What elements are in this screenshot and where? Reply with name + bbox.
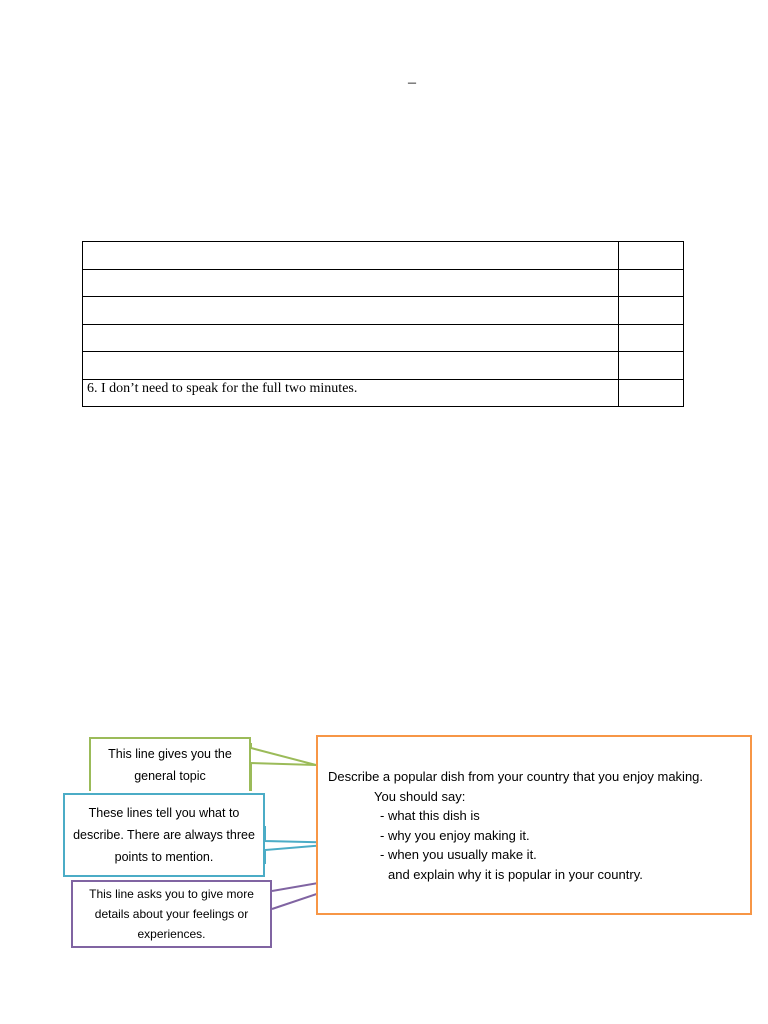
cue-card-explain: and explain why it is popular in your country. [388, 866, 643, 882]
points-callout-text: These lines tell you what to describe. There are always three points to mention. [73, 806, 255, 864]
cue-card-topic: Describe a popular dish from your country that you enjoy making. [328, 769, 704, 784]
statement-cell: 6. I don’t need to speak for the full two minutes. [83, 379, 619, 407]
explain-callout [71, 880, 272, 948]
cue-card-point: - when you usually make it. [380, 847, 537, 862]
explain-callout-text: This line asks you to give more details about your feelings or experiences. [89, 887, 254, 941]
cue-card [316, 735, 752, 915]
topic-callout [89, 737, 251, 791]
topic-callout-text: This line gives you the general topic [108, 747, 232, 783]
green-callout-pointer [251, 743, 316, 791]
cue-card-should-say: You should say: [374, 788, 466, 804]
points-callout [63, 793, 265, 877]
cue-card-point: - why you enjoy making it. [380, 827, 530, 843]
header-dash: – [408, 74, 416, 91]
cue-card-point: - what this dish is [380, 808, 480, 823]
